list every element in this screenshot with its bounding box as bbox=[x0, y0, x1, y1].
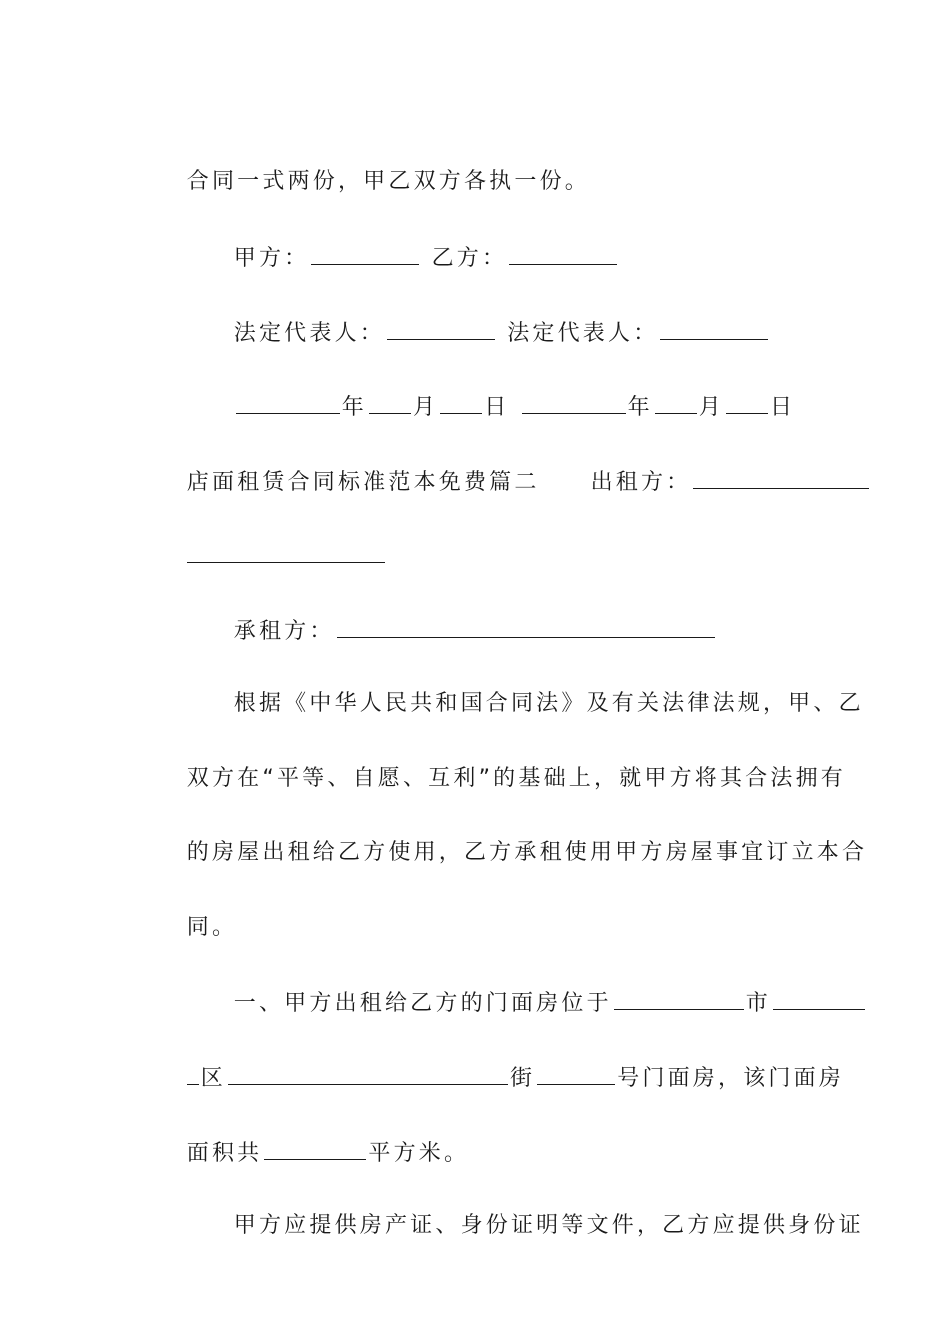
month-label-b: 月 bbox=[698, 395, 724, 420]
preamble-line-3 bbox=[146, 808, 867, 898]
party-b-label: 乙方： bbox=[431, 246, 508, 271]
lessor-label: 出租方： bbox=[590, 470, 692, 495]
documents-clause-line-1 bbox=[193, 1181, 864, 1271]
preamble-text-3: 的房屋出租给乙方使用，乙方承租使用甲方房屋事宜订立本合 bbox=[186, 840, 868, 865]
clause-1-text: 一、甲方出租给乙方的门面房位于 bbox=[233, 991, 612, 1016]
lessor-blank-continued bbox=[187, 540, 385, 563]
year-blank-b bbox=[522, 391, 626, 414]
party-a-blank bbox=[311, 242, 419, 265]
day-blank-b bbox=[726, 391, 768, 414]
area-blank bbox=[264, 1137, 366, 1160]
preamble-text-2: 双方在“平等、自愿、互利”的基础上，就甲方将其合法拥有 bbox=[186, 766, 846, 791]
party-a-label: 甲方： bbox=[233, 246, 310, 271]
area-unit: 平方米。 bbox=[368, 1141, 470, 1166]
legal-rep-label-a: 法定代表人： bbox=[233, 321, 385, 346]
district-label: 区 bbox=[200, 1066, 226, 1091]
documents-text-1: 甲方应提供房产证、身份证明等文件，乙方应提供身份证 bbox=[233, 1213, 864, 1238]
city-blank bbox=[614, 987, 744, 1010]
month-label-a: 月 bbox=[412, 395, 439, 420]
year-blank-a bbox=[236, 391, 340, 414]
street-name-blank bbox=[228, 1062, 508, 1085]
month-blank-b bbox=[655, 391, 697, 414]
day-label-a: 日 bbox=[484, 395, 510, 420]
house-number-blank bbox=[537, 1062, 615, 1085]
legal-rep-label-b: 法定代表人： bbox=[507, 321, 659, 346]
month-blank-a bbox=[369, 391, 411, 414]
year-label-a: 年 bbox=[341, 395, 367, 420]
lessee-blank bbox=[337, 615, 715, 638]
lessor-blank bbox=[693, 466, 869, 489]
year-label-b: 年 bbox=[627, 395, 653, 420]
district-blank-end bbox=[187, 1062, 199, 1085]
lessee-label: 承租方： bbox=[233, 619, 335, 644]
preamble-text-1: 根据《中华人民共和国合同法》及有关法律法规，甲、乙 bbox=[233, 691, 864, 716]
day-blank-a bbox=[440, 391, 482, 414]
party-b-blank bbox=[509, 242, 617, 265]
preamble-text-4: 同。 bbox=[186, 915, 238, 940]
section-title: 店面租赁合同标准范本免费篇二 bbox=[186, 470, 540, 495]
clause-1-text-2: 号门面房，该门面房 bbox=[617, 1066, 844, 1091]
city-label: 市 bbox=[745, 991, 771, 1016]
area-label: 面积共 bbox=[186, 1141, 263, 1166]
street-label: 街 bbox=[509, 1066, 536, 1091]
legal-rep-a-blank bbox=[387, 317, 495, 340]
copies-text: 合同一式两份，甲乙双方各执一份。 bbox=[186, 169, 590, 194]
legal-rep-b-blank bbox=[660, 317, 768, 340]
district-blank-start bbox=[773, 987, 865, 1010]
day-label-b: 日 bbox=[770, 395, 796, 420]
